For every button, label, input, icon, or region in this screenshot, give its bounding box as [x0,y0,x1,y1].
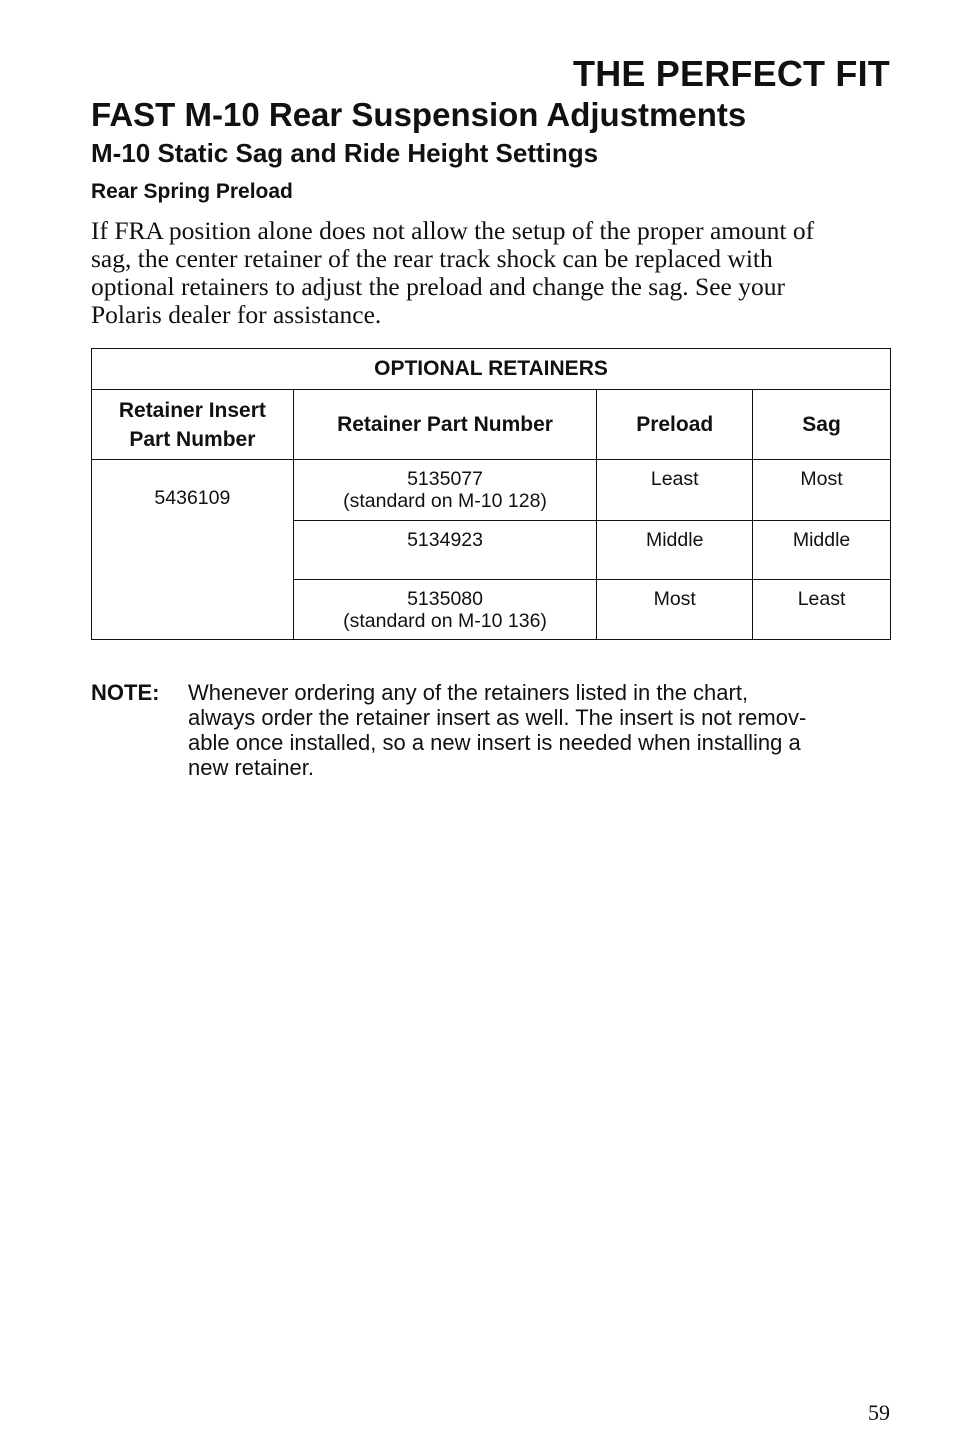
insert-part-number-cell: 5436109 [92,460,294,640]
note-label: NOTE: [91,680,160,705]
retainer-part-note: (standard on M-10 128) [343,490,547,512]
header-line: Retainer Insert [118,398,266,422]
column-header-preload: Preload [597,390,753,460]
table-header-row [92,390,891,460]
sag-cell: Most [753,460,891,521]
retainer-part-cell [293,521,597,580]
column-header-sag: Sag [753,390,891,460]
retainer-part-number: 5134923 [407,529,483,551]
section-title: FAST M-10 Rear Suspension Adjustments [91,96,747,133]
table-row [92,460,891,521]
section-subtitle: M-10 Static Sag and Ride Height Settings [91,138,599,168]
page-number: 59 [868,1400,890,1425]
note-line: always order the retainer insert as well. The insert is not remov- [188,705,807,730]
preload-cell: Middle [597,521,753,580]
table-title-row [92,349,891,390]
preload-cell: Most [597,580,753,640]
optional-retainers-table [91,348,891,640]
retainer-part-number: 5135080 [407,588,483,610]
note-line: able once installed, so a new insert is needed when installing a [188,730,801,755]
note-line: Whenever ordering any of the retainers listed in the chart, [188,680,749,705]
retainer-part-cell [293,460,597,521]
running-header: THE PERFECT FIT [573,53,890,94]
retainer-part-note: (standard on M-10 136) [343,610,547,632]
paragraph-line: If FRA position alone does not allow the setup of the proper amount of [91,216,815,245]
paragraph-line: optional retainers to adjust the preload and change the sag. See your [91,272,785,301]
note-block [91,680,891,780]
sag-cell: Least [753,580,891,640]
retainer-part-cell [293,580,597,640]
paragraph-line: Polaris dealer for assistance. [91,300,382,329]
column-header-insert [92,390,294,460]
retainer-part-number: 5135077 [407,468,483,490]
intro-paragraph [91,217,890,329]
sag-cell: Middle [753,521,891,580]
subsection-heading: Rear Spring Preload [91,180,293,203]
column-header-retainer: Retainer Part Number [293,390,597,460]
header-line: Part Number [129,427,256,451]
note-text [188,680,891,780]
preload-cell: Least [597,460,753,521]
note-line: new retainer. [188,755,314,780]
paragraph-line: sag, the center retainer of the rear track shock can be replaced with [91,244,773,273]
table-title: OPTIONAL RETAINERS [92,349,891,390]
